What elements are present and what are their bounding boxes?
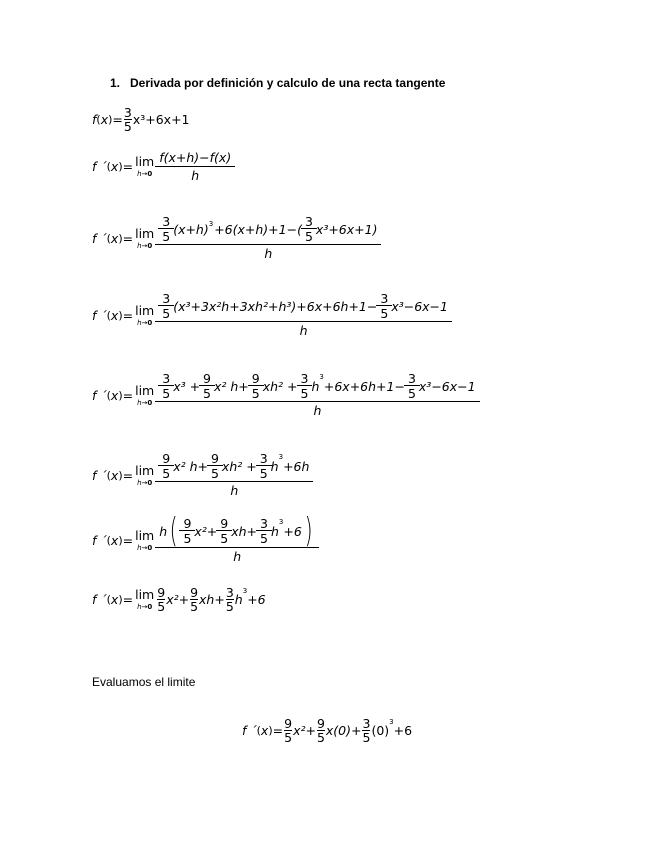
equation-step-4: f ´ ( x ) = lim h→0 9 5 x² h+ $\frac{9}{5}$ xh² + $\frac{3}{5}$ h 3 +6h h bbox=[92, 452, 312, 498]
equation-step-2: f ´ ( x ) = lim h→0 3 5 (x³+3x²h+3xh²+h³)+6x+6h+1− $\frac{3}{5}$ x³−6x−1 h bbox=[92, 292, 451, 338]
fraction-3-5: $\frac{3}{5}$ bbox=[123, 105, 132, 134]
equation-step-3: f ´ ( x ) = lim h→0 3 5 x³ + $\frac{9}{5}$ x² h+ $\frac{9}{5}$ xh² + $\frac{3}{5}$ h 3 +6x+6h+1− $\frac{3}{5}$ x³−6x−1 h bbox=[92, 372, 479, 418]
equation-step-1: f ´ ( x ) = lim h→0 3 5 (x+h) 3 +6(x+h)+1−( 3 5 x³+6x+1) h bbox=[92, 215, 380, 261]
difference-quotient: $\frac{f(x+h)-f(x)}{h}$ bbox=[157, 150, 233, 183]
evaluation-text: Evaluamos el limite bbox=[92, 675, 196, 689]
section-heading bbox=[110, 76, 445, 90]
section-number: 1. bbox=[110, 76, 121, 90]
equation-step-5: f ´ ( x ) = lim h→0 h ( 9 5 x²+ $\frac{9}{5}$ xh+ $\frac{3}{5}$ h 3 +6 ) h bbox=[92, 516, 318, 564]
section-title: Derivada por definición y calculo de una recta tangente bbox=[130, 76, 446, 90]
equation-evaluation: f ´ ( x ) = $\frac{9}{5}$ x²+ $\frac{9}{5}$ x(0)+ $\frac{3}{5}$ (0) 3 +6 bbox=[242, 716, 413, 745]
equation-function: f ( x ) = $\frac{3}{5}$ x³+6x+1 bbox=[92, 105, 190, 134]
equation-definition: f ´ ( x ) = lim h→0 $\frac{f(x+h)-f(x)}{h}$ bbox=[92, 150, 234, 183]
equation-step-6: f ´ ( x ) = lim h→0 9 5 x²+ $\frac{9}{5}$ xh+ $\frac{3}{5}$ h 3 +6 bbox=[92, 585, 266, 614]
limit-operator: lim h→0 bbox=[135, 154, 155, 178]
